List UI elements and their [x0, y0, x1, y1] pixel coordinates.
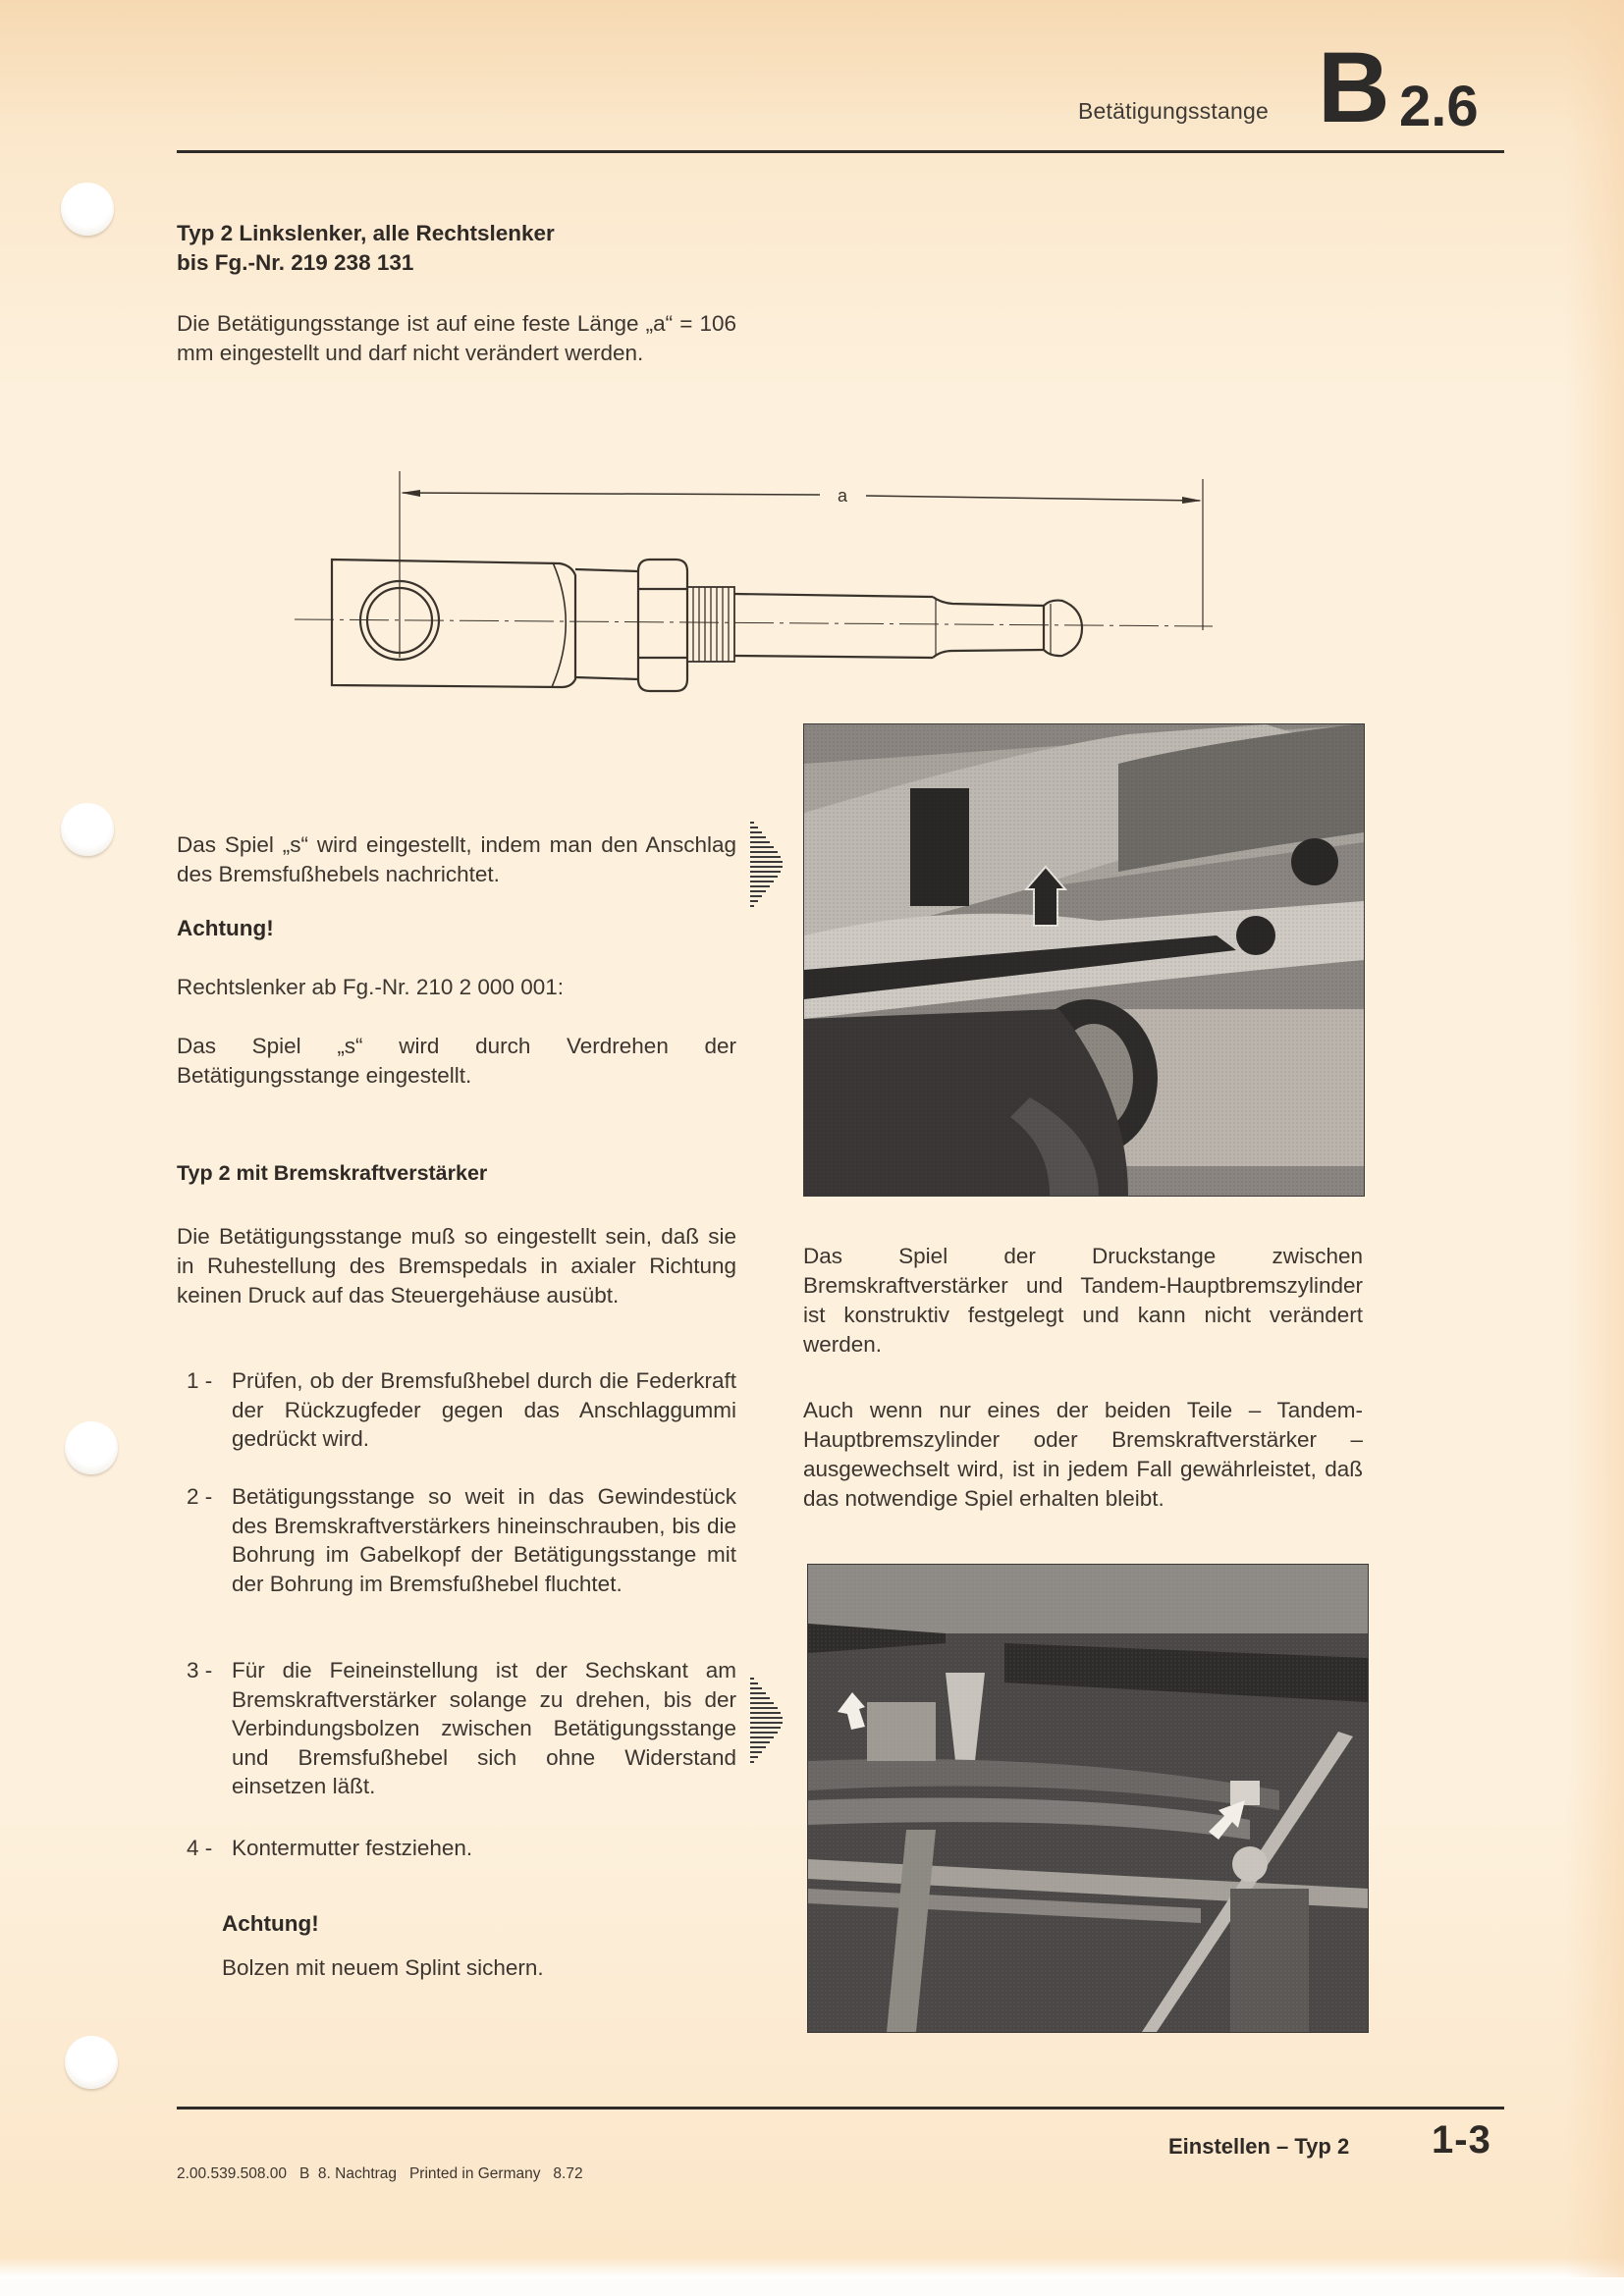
step-1 — [187, 1366, 736, 1455]
punch-hole — [65, 1421, 118, 1474]
step-number: 3 - — [187, 1658, 213, 1682]
dimension-label: a — [837, 486, 848, 506]
rod-ball-end — [1044, 601, 1082, 657]
rhd-vin-paragraph: Rechtslenker ab Fg.-Nr. 210 2 000 001: — [177, 975, 564, 999]
punch-hole — [61, 183, 114, 236]
section-number: 2.6 — [1399, 75, 1479, 138]
caution-split-pin-text: Bolzen mit neuem Splint sichern. — [222, 1955, 544, 1980]
photo-brake-pedal-linkage — [803, 723, 1365, 1197]
step-text: Kontermutter festziehen. — [232, 1836, 473, 1860]
step-3 — [187, 1656, 736, 1803]
punch-hole — [61, 803, 114, 856]
rhd-adjust-paragraph: Das Spiel „s“ wird durch Verdrehen der Betätigungsstange eingestellt. — [177, 1034, 736, 1088]
step-number: 4 - — [187, 1836, 213, 1860]
hatched-pointer-arrow-icon — [746, 819, 789, 917]
chapter-label: Einstellen – Typ 2 — [1168, 2134, 1350, 2159]
heading-line-1: Typ 2 Linkslenker, alle Rechtslenker — [177, 221, 555, 245]
page-number: 1-3 — [1432, 2118, 1491, 2162]
dimension-arrow-right — [1182, 497, 1202, 504]
hatched-pointer-arrow-icon — [746, 1675, 789, 1773]
header-rule — [177, 150, 1504, 153]
caution-heading: Achtung! — [177, 916, 274, 940]
caution-heading: Achtung! — [222, 1911, 319, 1936]
step-number: 1 - — [187, 1368, 213, 1393]
step-4 — [187, 1834, 736, 1865]
dimension-arrow-left — [401, 490, 420, 497]
print-info: 2.00.539.508.00 B 8. Nachtrag Printed in Germany 8.72 — [177, 2165, 583, 2182]
fork-head-curve — [552, 562, 566, 687]
heading-typ2-linkslenker — [177, 219, 727, 278]
scan-margin — [0, 2279, 1624, 2296]
punch-hole — [65, 2036, 118, 2089]
actuating-rod-drawing — [285, 461, 1227, 697]
dimension-line-left — [403, 493, 820, 495]
photo-brake-booster-pushrod — [807, 1564, 1369, 2033]
fixed-length-paragraph: Die Betätigungsstange ist auf eine feste Länge „a“ = 106 mm eingestellt und darf nicht verändert werden. — [177, 311, 736, 365]
pushrod-play-paragraph: Das Spiel der Druckstange zwischen Bremskraftverstärker und Tandem-Hauptbremszylinder ist konstruktiv festgelegt und kann nicht verändert werden. — [803, 1244, 1363, 1357]
section-title: Betätigungsstange — [1078, 98, 1269, 124]
step-2 — [187, 1482, 736, 1629]
step-number: 2 - — [187, 1484, 213, 1509]
section-letter: B — [1318, 31, 1390, 143]
booster-intro-paragraph: Die Betätigungsstange muß so eingestellt sein, daß sie in Ruhestellung des Bremspedals in axialer Richtung keinen Druck auf das Steuergehäuse ausübt. — [177, 1224, 736, 1308]
step-text: Betätigungsstange so weit in das Gewindestück des Bremskraftverstärkers hineinschrauben, bis die Bohrung im Gabelkopf der Betätigungsstange mit der Bohrung im Bremsfußhebel fluchtet. — [232, 1484, 736, 1596]
paper-edge-shading — [1565, 0, 1624, 2277]
step-text: Für die Feineinstellung ist der Sechskant am Bremskraftverstärker solange zu drehen, bis der Verbindungsbolzen zwischen Betätigungsstange und Bremsfußhebel sich ohne Widerstand einsetzen läßt. — [232, 1658, 736, 1798]
heading-brake-booster: Typ 2 mit Bremskraftverstärker — [177, 1161, 488, 1185]
footer-rule — [177, 2107, 1504, 2109]
replacement-paragraph: Auch wenn nur eines der beiden Teile – Tandem-Hauptbremszylinder oder Bremskraftverstärker – ausgewechselt wird, ist in jedem Fall gewährleistet, daß das notwendige Spiel erhalten bleibt. — [803, 1398, 1363, 1511]
hex-nut — [638, 560, 687, 691]
dimension-line-right — [866, 496, 1200, 501]
play-adjust-paragraph: Das Spiel „s“ wird eingestellt, indem man den Anschlag des Bremsfußhebels nachrichtet. — [177, 832, 736, 886]
step-text: Prüfen, ob der Bremsfußhebel durch die Federkraft der Rückzugfeder gegen das Anschlaggummi gedrückt wird. — [232, 1368, 736, 1451]
heading-line-2: bis Fg.-Nr. 219 238 131 — [177, 250, 414, 275]
